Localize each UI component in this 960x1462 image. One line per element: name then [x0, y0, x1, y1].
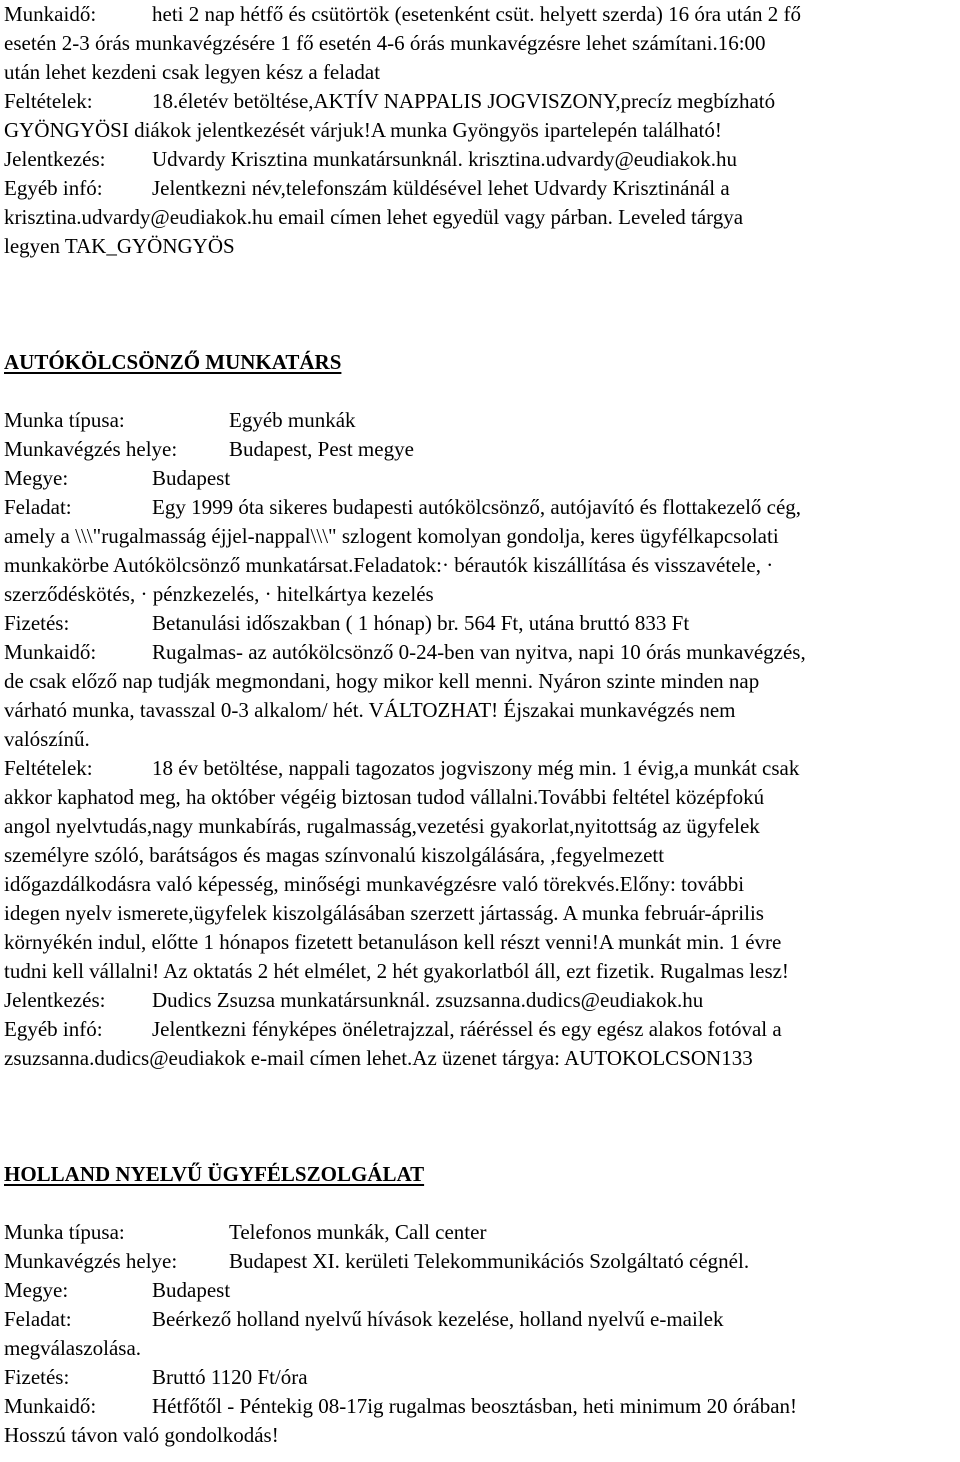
intro-munkaido-line-3: után lehet kezdeni csak legyen kész a feladat [4, 60, 381, 84]
feladat-value: Beérkező holland nyelvű hívások kezelése, holland nyelvű e-mailek [152, 1307, 724, 1331]
job-feladat-line-2: amely a \\\"rugalmasság éjjel-nappal\\\" szlogent komolyan gondolja, keres ügyfélkapcsolati [4, 524, 779, 548]
fizetes-value: Betanulási időszakban ( 1 hónap) br. 564 Ft, utána bruttó 833 Ft [152, 611, 690, 635]
munkaido-label: Munkaidő: [4, 640, 97, 664]
hely-value: Budapest, Pest megye [229, 437, 414, 461]
munkaido-label: Munkaidő: [4, 2, 97, 26]
egyeb-label: Egyéb infó: [4, 176, 103, 200]
feltetelek-label: Feltételek: [4, 756, 93, 780]
job-egyeb-line-1 [4, 1015, 956, 1044]
job-feltetelek-line-6: idegen nyelv ismerete,ügyfelek kiszolgálásában szerzett jártasság. A munka február-április [4, 901, 764, 925]
jelentkezes-value: Dudics Zsuzsa munkatársunknál. zsuzsanna.dudics@eudiakok.hu [152, 988, 704, 1012]
munkaido-value: heti 2 nap hétfő és csütörtök (esetenként csüt. helyett szerda) 16 óra után 2 fő [152, 2, 802, 26]
feltetelek-value: 18 év betöltése, nappali tagozatos jogviszony még min. 1 évig,a munkát csak [152, 756, 800, 780]
feladat-value: Egy 1999 óta sikeres budapesti autókölcsönző, autójavító és flottakezelő cég, [152, 495, 802, 519]
job-feltetelek-line-2: akkor kaphatod meg, ha október végéig biztosan tudod vállalni.További feltétel középfokú [4, 785, 765, 809]
job-munkaido-line-3: várható munka, tavasszal 0-3 alkalom/ hét. VÁLTOZHAT! Éjszakai munkavégzés nem [4, 698, 736, 722]
egyeb-value: Jelentkezni név,telefonszám küldésével lehet Udvardy Krisztinánál a [152, 176, 730, 200]
job-feltetelek-line-5: időgazdálkodásra való képesség, minőségi munkavégzésre való törekvés.Előny: további [4, 872, 745, 896]
intro-feltetelek-line-2: GYÖNGYÖSI diákok jelentkezését várjuk!A munka Gyöngyös ipartelepén található! [4, 118, 722, 142]
intro-munkaido-line-1 [4, 0, 956, 29]
job-feladat-line-4: szerződéskötés, · pénzkezelés, · hitelkártya kezelés [4, 582, 434, 606]
egyeb-label: Egyéb infó: [4, 1017, 103, 1041]
job-munkaido-line-4: valószínű. [4, 727, 90, 751]
job-munkaido-line-1 [4, 638, 956, 667]
megye-value: Budapest [152, 466, 231, 490]
job-munkaido-line-2: Hosszú távon való gondolkodás! [4, 1423, 279, 1447]
egyeb-value: Jelentkezni fényképes önéletrajzzal, ráéréssel és egy egész alakos fotóval a [152, 1017, 782, 1041]
job-feltetelek-line-4: személyre szóló, barátságos és magas színvonalú kiszolgálására, ,fegyelmezett [4, 843, 665, 867]
intro-section [4, 0, 956, 261]
intro-egyeb-line-1 [4, 174, 956, 203]
job-egyeb-line-2: zsuzsanna.dudics@eudiakok e-mail címen lehet.Az üzenet tárgya: AUTOKOLCSON133 [4, 1046, 753, 1070]
job-title: HOLLAND NYELVŰ ÜGYFÉLSZOLGÁLAT [4, 1162, 425, 1186]
job-megye-line [4, 1276, 956, 1305]
munkaido-value: Hétfőtől - Péntekig 08-17ig rugalmas beosztásban, heti minimum 20 órában! [152, 1394, 798, 1418]
munkaido-value: Rugalmas- az autókölcsönző 0-24-ben van nyitva, napi 10 órás munkavégzés, [152, 640, 806, 664]
munkaido-label: Munkaidő: [4, 1394, 97, 1418]
jelentkezes-value: Udvardy Krisztina munkatársunknál. krisztina.udvardy@eudiakok.hu [152, 147, 738, 171]
tipus-value: Egyéb munkák [229, 408, 356, 432]
hely-label: Munkavégzés helye: [4, 437, 178, 461]
feladat-label: Feladat: [4, 1307, 72, 1331]
job-tipus-line [4, 406, 956, 435]
job-section-autokolcsonzo [4, 348, 956, 1073]
megye-label: Megye: [4, 466, 69, 490]
tipus-label: Munka típusa: [4, 408, 125, 432]
intro-munkaido-line-2: esetén 2-3 órás munkavégzésére 1 fő esetén 4-6 órás munkavégzésre lehet számítani.16:00 [4, 31, 766, 55]
job-hely-line [4, 435, 956, 464]
megye-label: Megye: [4, 1278, 69, 1302]
job-fizetes-line [4, 609, 956, 638]
job-munkaido-line-2: de csak előző nap tudják megmondani, hogy mikor kell menni. Nyáron szinte minden nap [4, 669, 760, 693]
intro-egyeb-line-3: legyen TAK_GYÖNGYÖS [4, 234, 235, 258]
tipus-label: Munka típusa: [4, 1220, 125, 1244]
fizetes-value: Bruttó 1120 Ft/óra [152, 1365, 308, 1389]
job-feladat-line-1 [4, 493, 956, 522]
job-munkaido-line-1 [4, 1392, 956, 1421]
feladat-label: Feladat: [4, 495, 72, 519]
job-feladat-line-2: megválaszolása. [4, 1336, 142, 1360]
hely-label: Munkavégzés helye: [4, 1249, 178, 1273]
job-megye-line [4, 464, 956, 493]
fizetes-label: Fizetés: [4, 611, 70, 635]
hely-value: Budapest XI. kerületi Telekommunikációs Szolgáltató cégnél. [229, 1249, 750, 1273]
job-feltetelek-line-3: angol nyelvtudás,nagy munkabírás, rugalmasság,vezetési gyakorlat,nyitottság az ügyfelek [4, 814, 760, 838]
job-feltetelek-line-8: tudni kell vállalni! Az oktatás 2 hét elmélet, 2 hét gyakorlatból áll, ezt fizetik. Rugalmas lesz! [4, 959, 789, 983]
intro-egyeb-line-2: krisztina.udvardy@eudiakok.hu email címen lehet egyedül vagy párban. Leveled tárgya [4, 205, 744, 229]
intro-jelentkezes-line [4, 145, 956, 174]
feltetelek-label: Feltételek: [4, 89, 93, 113]
jelentkezes-label: Jelentkezés: [4, 988, 106, 1012]
fizetes-label: Fizetés: [4, 1365, 70, 1389]
job-tipus-line [4, 1218, 956, 1247]
job-feladat-line-1 [4, 1305, 956, 1334]
intro-feltetelek-line-1 [4, 87, 956, 116]
job-feltetelek-line-7: környékén indul, előtte 1 hónapos fizetett betanuláson kell részt venni!A munkát min. 1 évre [4, 930, 782, 954]
job-fizetes-line [4, 1363, 956, 1392]
job-feltetelek-line-1 [4, 754, 956, 783]
job-jelentkezes-line [4, 986, 956, 1015]
job-feladat-line-3: munkakörbe Autókölcsönző munkatársat.Feladatok:· bérautók kiszállítása és visszavétele, · [4, 553, 774, 577]
job-hely-line [4, 1247, 956, 1276]
megye-value: Budapest [152, 1278, 231, 1302]
tipus-value: Telefonos munkák, Call center [229, 1220, 487, 1244]
job-section-holland [4, 1160, 956, 1450]
feltetelek-value: 18.életév betöltése,AKTÍV NAPPALIS JOGVISZONY,precíz megbízható [152, 89, 776, 113]
job-title: AUTÓKÖLCSÖNZŐ MUNKATÁRS [4, 350, 342, 374]
jelentkezes-label: Jelentkezés: [4, 147, 106, 171]
